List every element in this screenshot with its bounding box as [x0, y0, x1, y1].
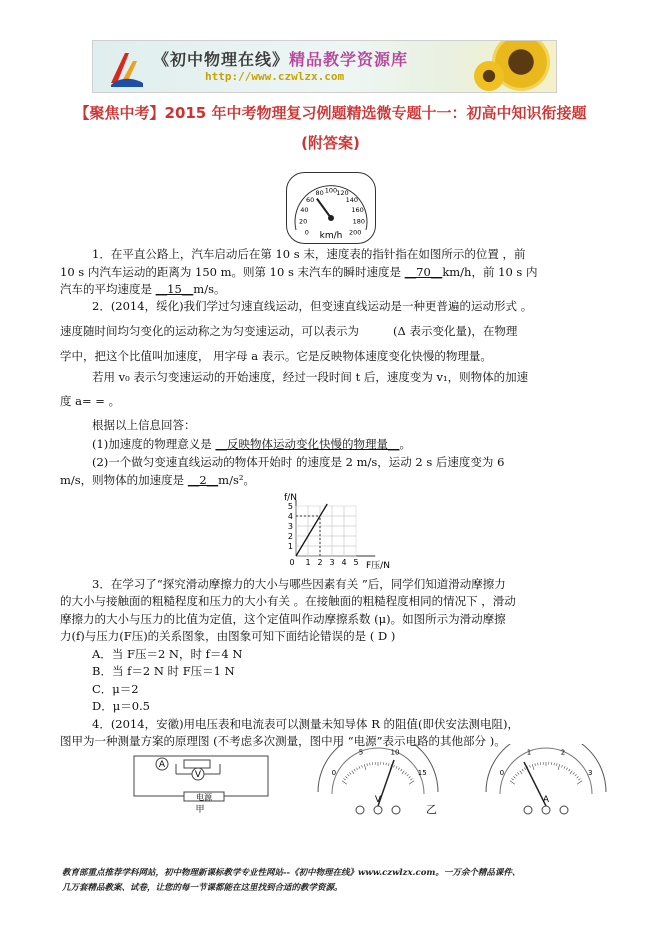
q3-option-b: B．当 f＝2 N 时 F压＝1 N [92, 664, 235, 678]
banner-title: 《初中物理在线》精品教学资源库 [153, 50, 409, 69]
q3-option-c: C．μ＝2 [92, 682, 139, 696]
speedometer-tick-label: 140 [345, 195, 359, 204]
power-source-label: 电源 [196, 793, 212, 802]
q2-line8: (2)一个做匀变速直线运动的物体开始时 的速度是 2 m/s，运动 2 s 后速度变为 6 [92, 455, 505, 469]
ammeter-dial [466, 744, 626, 816]
q3-option-d: D．μ＝0.5 [92, 699, 150, 713]
speedometer-tick-label: 60 [306, 195, 315, 204]
q2-line3: 学中，把这个比值叫加速度， 用字母 a 表示。它是反映物体速度变化快慢的物理量。 [60, 349, 492, 363]
q3-line2: 的大小与接触面的粗糙程度和压力的大小有关 。在接触面的粗糙程度相同的情况下 ，滑动 [60, 594, 516, 608]
footer-line2: 几万套精品教案、试卷，让您的每一节课都能在这里找到合适的教学资源。 [62, 883, 343, 893]
graph-y-tick: 2 [287, 532, 293, 541]
svg-text:A: A [542, 795, 550, 805]
speedometer-tick-label: 120 [336, 188, 349, 197]
speedometer-tick-label: 100 [324, 186, 338, 195]
ammeter-tick-label: 0 [499, 769, 505, 777]
footer-line1: 教育部重点推荐学科网站，初中物理新课标教学专业性网站--《初中物理在线》www.czwlzx.com。一万余个精品课件、 [62, 868, 521, 878]
svg-text:V: V [374, 795, 382, 805]
graph-y-tick: 3 [287, 522, 293, 531]
speedometer-tick-label: 80 [315, 188, 324, 197]
graph-x-tick: 1 [305, 558, 311, 567]
graph-x-label: F压/N [366, 561, 390, 570]
logo-icon [107, 47, 147, 87]
figure-a-label: 甲 [195, 805, 205, 815]
voltmeter-tick-label: 0 [331, 769, 337, 777]
graph-x-tick: 2 [317, 558, 323, 567]
q3-line3: 摩擦力的大小与压力的比值为定值，这个定值叫作动摩擦系数 (μ)。如图所示为滑动摩擦 [60, 612, 506, 626]
q1-line3: 汽车的平均速度是 __15__m/s。 [60, 282, 226, 296]
q1-answer-1: __70__ [404, 265, 443, 279]
page-title-suffix: (附答案) [301, 134, 360, 152]
speedometer-tick-label: 0 [304, 228, 309, 237]
q2-line2: 速度随时间均匀变化的运动称之为匀变速运动，可以表示为 (Δ 表示变化量)，在物理 [60, 324, 518, 338]
graph-x-tick: 0 [289, 558, 295, 567]
voltmeter-tick-label: 5 [358, 748, 364, 757]
ammeter-tick-label: 1 [526, 748, 532, 757]
speedometer-figure [286, 172, 376, 244]
voltmeter-symbol: V [194, 770, 202, 780]
speedometer-tick-label: 20 [299, 217, 308, 226]
speedometer-tick-label: 200 [348, 228, 362, 237]
friction-graph [278, 490, 398, 570]
q1-answer-2: __15__ [155, 282, 194, 296]
q2-line6: 根据以上信息回答： [92, 418, 196, 432]
circuit-diagram [124, 750, 284, 816]
q2-line4: 若用 v₀ 表示匀变速运动的开始速度，经过一段时间 t 后，速度变为 v₁，则物体的加速 [92, 370, 529, 384]
voltmeter-tick-label: 15 [417, 769, 427, 777]
banner-url: http://www.czwlzx.com [205, 70, 345, 83]
q2-line5: 度 a= = 。 [60, 394, 121, 408]
speedometer-tick-label: 180 [352, 217, 366, 226]
q4-line2: 图甲为一种测量方案的原理图 (不考虑多次测量，图中用 “电源”表示电路的其他部分 )。 [60, 734, 506, 748]
graph-y-label: f/N [284, 493, 297, 503]
q3-option-a: A．当 F压＝2 N，时 f＝4 N [92, 647, 243, 661]
voltmeter-tick-label: 10 [390, 748, 400, 757]
ammeter-symbol: A [158, 760, 166, 770]
graph-y-tick: 4 [287, 512, 293, 521]
ammeter-tick-label: 3 [587, 769, 593, 777]
graph-x-tick: 5 [353, 558, 359, 567]
resistor-r [184, 760, 210, 768]
q2-line1: 2．(2014，绥化)我们学过匀速直线运动，但变速直线运动是一种更普遍的运动形式 。 [92, 299, 533, 313]
graph-y-tick: 1 [287, 542, 293, 551]
page-title: 【聚焦中考】2015 年中考物理复习例题精选微专题十一：初高中知识衔接题 [74, 104, 587, 122]
ammeter-tick-label: 2 [560, 748, 566, 757]
header-banner [92, 40, 557, 93]
q4-line1: 4．(2014，安徽)用电压表和电流表可以测量未知导体 R 的阻值(即伏安法测电阻)， [92, 717, 519, 731]
graph-data-line [296, 504, 327, 556]
banner-subtitle: 精品教学资源库 [289, 50, 409, 69]
speedometer-tick-label: 160 [351, 205, 364, 214]
q2-line7: (1)加速度的物理意义是 __反映物体运动变化快慢的物理量__。 [92, 437, 411, 451]
sunflower-image-small [474, 61, 504, 91]
q1-line2: 10 s 内汽车运动的距离为 150 m。则第 10 s 末汽车的瞬时速度是 __70__km/h，前 10 s 内 [60, 265, 538, 279]
speedometer-tick-label: 40 [300, 205, 309, 214]
q3-line1: 3．在学习了“探究滑动摩擦力的大小与哪些因素有关 ”后，同学们知道滑动摩擦力 [92, 577, 506, 591]
q2-line9: m/s，则物体的加速度是 __2__m/s²。 [60, 473, 255, 487]
q1-line1: 1．在平直公路上，汽车启动后在第 10 s 末，速度表的指针指在如图所示的位置 ，前 [92, 247, 526, 261]
speedometer-unit: km/h [319, 231, 343, 241]
graph-y-tick: 5 [287, 502, 293, 511]
q2-answer-1: __反映物体运动变化快慢的物理量__ [215, 437, 400, 451]
figure-b-label: 乙 [426, 803, 437, 816]
graph-x-tick: 3 [329, 558, 335, 567]
graph-x-tick: 4 [341, 558, 347, 567]
q3-line4: 力(f)与压力(F压)的关系图象，由图象可知下面结论错误的是 ( D ) [60, 629, 396, 643]
q2-answer-2: __2__ [187, 473, 219, 487]
